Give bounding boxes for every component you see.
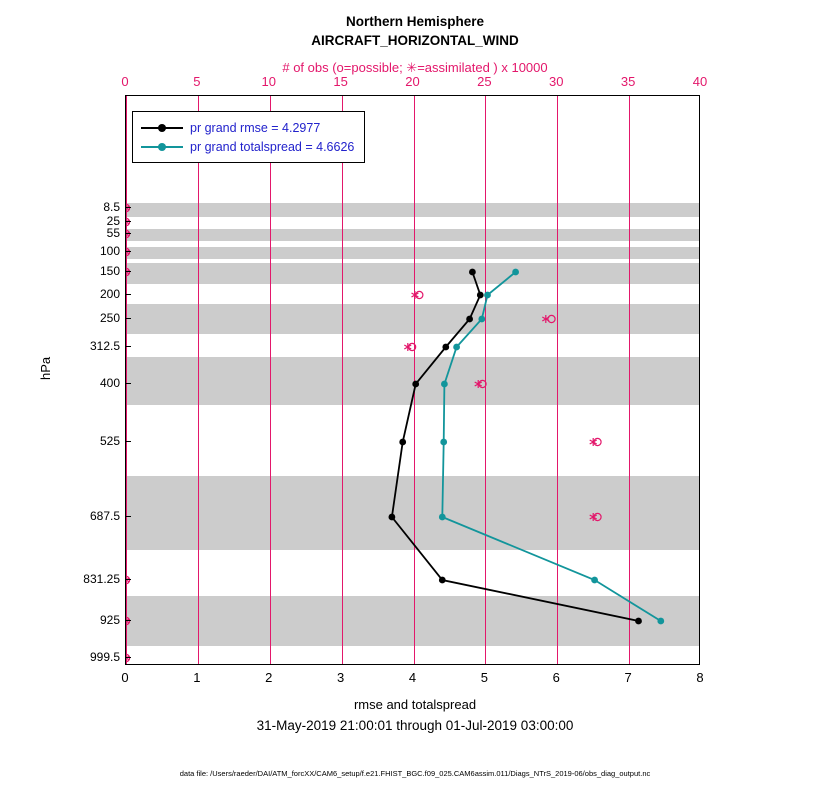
series-marker: [389, 514, 396, 521]
series-marker: [412, 381, 419, 388]
x-tick-label-top: 0: [121, 74, 129, 89]
series-marker: [440, 439, 447, 446]
y-tick-mark: [125, 207, 131, 208]
y-tick-label: 525: [99, 434, 120, 448]
x-tick-label-bottom: 7: [624, 670, 632, 685]
y-tick-mark: [125, 294, 131, 295]
chart-title-line2: AIRCRAFT_HORIZONTAL_WIND: [311, 33, 519, 48]
y-tick-label: 100: [99, 244, 120, 258]
y-tick-mark: [125, 221, 131, 222]
obs-possible-marker: [594, 513, 601, 520]
legend-label-rmse: pr grand rmse = 4.2977: [190, 120, 321, 135]
y-tick-mark: [125, 271, 131, 272]
y-tick-mark: [125, 516, 131, 517]
y-tick-mark: [125, 318, 131, 319]
series-marker: [441, 381, 448, 388]
x-tick-label-top: 25: [477, 74, 492, 89]
series-marker: [635, 618, 642, 625]
obs-possible-marker: [416, 291, 423, 298]
y-tick-label: 55: [106, 226, 120, 240]
y-tick-label: 312.5: [89, 339, 120, 353]
y-tick-label: 831.25: [83, 572, 120, 586]
y-tick-label: 400: [99, 376, 120, 390]
chart-title-line1: Northern Hemisphere: [345, 14, 485, 29]
series-marker: [442, 344, 449, 351]
y-tick-label: 925: [99, 613, 120, 627]
y-tick-mark: [125, 657, 131, 658]
x-tick-label-top: 30: [549, 74, 564, 89]
y-tick-mark: [125, 579, 131, 580]
y-tick-label: 200: [99, 287, 120, 301]
series-marker: [469, 269, 476, 276]
series-line: [442, 272, 661, 621]
y-tick-mark: [125, 383, 131, 384]
x-tick-label-top: 40: [692, 74, 708, 89]
obs-possible-marker: [479, 380, 486, 387]
x-tick-label-bottom: 0: [121, 670, 129, 685]
y-tick-label: 8.5: [103, 200, 120, 214]
series-marker: [484, 292, 491, 299]
x-tick-label-bottom: 2: [265, 670, 273, 685]
x-tick-label-top: 20: [405, 74, 420, 89]
y-axis-labels: [40, 95, 120, 665]
legend-item-rmse: [141, 118, 354, 137]
x-tick-label-bottom: 6: [552, 670, 560, 685]
obs-possible-marker: [594, 438, 601, 445]
series-marker: [439, 514, 446, 521]
y-tick-mark: [125, 233, 131, 234]
y-tick-mark: [125, 441, 131, 442]
x-tick-label-bottom: 8: [696, 670, 704, 685]
series-overlay: [126, 96, 700, 665]
x-axis-title: rmse and totalspread: [353, 697, 477, 712]
series-marker: [399, 439, 406, 446]
legend-label-totalspread: pr grand totalspread = 4.6626: [190, 139, 355, 154]
series-marker: [439, 577, 446, 584]
top-axis-title: # of obs (o=possible; ✳=assimilated ) x 10000: [282, 60, 548, 75]
y-tick-label: 25: [106, 214, 120, 228]
legend-swatch-rmse: [141, 122, 183, 134]
y-tick-label: 687.5: [89, 509, 120, 523]
series-line: [392, 272, 639, 621]
y-tick-mark: [125, 346, 131, 347]
series-marker: [512, 269, 519, 276]
data-file-label: data file: /Users/raeder/DAI/ATM_forcXX/CAM6_setup/f.e21.FHIST_BGC.f09_025.CAM6assim.011/Diags_NTrS_2019-06/obs_diag_output.nc: [179, 769, 651, 778]
x-tick-label-top: 5: [193, 74, 201, 89]
series-marker: [478, 316, 485, 323]
series-marker: [466, 316, 473, 323]
y-tick-mark: [125, 620, 131, 621]
date-range-label: 31-May-2019 21:00:01 through 01-Jul-2019 03:00:00: [256, 718, 574, 733]
x-tick-label-top: 35: [620, 74, 636, 89]
y-tick-mark: [125, 251, 131, 252]
plot-area: [125, 95, 700, 665]
y-tick-label: 150: [99, 264, 120, 278]
y-tick-label: 999.5: [89, 650, 120, 664]
series-marker: [657, 618, 664, 625]
legend-swatch-totalspread: [141, 141, 183, 153]
x-tick-label-bottom: 1: [193, 670, 201, 685]
x-tick-label-top: 15: [333, 74, 348, 89]
obs-possible-marker: [548, 315, 555, 322]
y-tick-label: 250: [99, 311, 120, 325]
legend-item-totalspread: [141, 137, 354, 156]
series-marker: [591, 577, 598, 584]
y-axis-title: hPa: [38, 356, 53, 380]
series-marker: [453, 344, 460, 351]
obs-possible-marker: [409, 343, 416, 350]
x-tick-label-bottom: 4: [408, 670, 417, 685]
x-tick-label-top: 10: [261, 74, 276, 89]
chart-legend: [132, 111, 365, 163]
x-tick-label-bottom: 5: [480, 670, 488, 685]
series-marker: [477, 292, 484, 299]
x-tick-label-bottom: 3: [337, 670, 345, 685]
